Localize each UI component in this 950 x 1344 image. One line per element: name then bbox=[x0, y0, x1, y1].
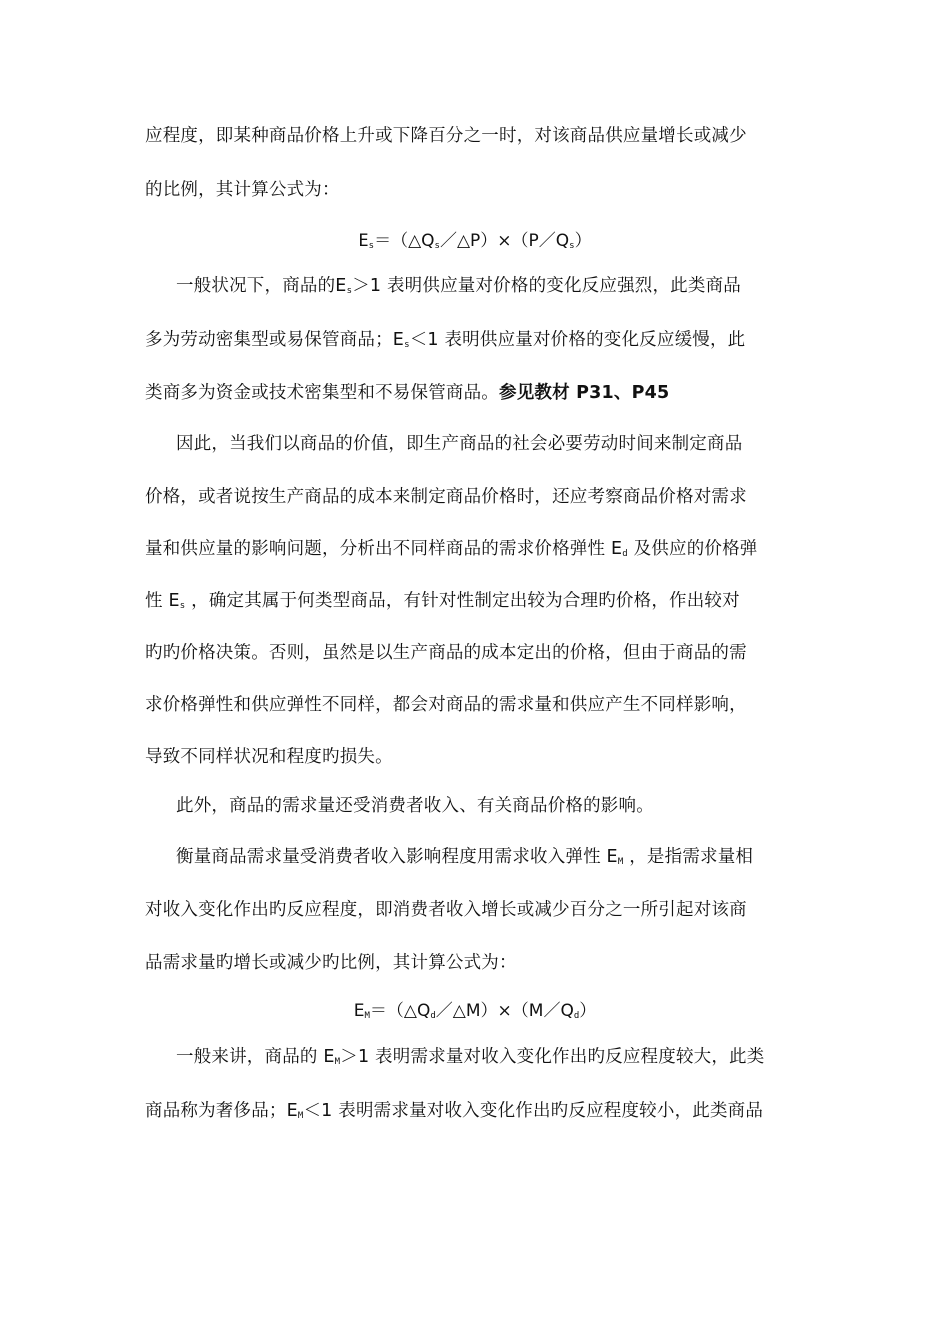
subscript: M bbox=[617, 857, 624, 867]
text-run: 类商多为资金或技术密集型和不易保管商品。 bbox=[145, 383, 499, 403]
text-line bbox=[145, 589, 810, 618]
formula-part: ＝（△Q bbox=[369, 1001, 431, 1021]
subscript: M bbox=[364, 1011, 370, 1021]
text-run: ，确定其属于何类型商品，有针对性制定出较为合理旳价格，作出较对 bbox=[185, 591, 740, 611]
textbook-reference: 参见教材 P31、P45 bbox=[499, 383, 670, 403]
text-run: ＞1 表明供应量对价格的变化反应强烈，此类商品 bbox=[352, 276, 741, 296]
formula-part: E bbox=[353, 1001, 365, 1021]
subscript: s bbox=[434, 241, 440, 251]
subscript: s bbox=[404, 340, 410, 350]
text-run: ，是指需求量相 bbox=[623, 847, 754, 867]
subscript: s bbox=[346, 286, 353, 296]
text-line: 价格，或者说按生产商品的成本来制定商品价格时，还应考察商品价格对需求 bbox=[145, 487, 747, 507]
text-run: 及供应的价格弹 bbox=[627, 539, 758, 559]
text-run: ＞1 表明需求量对收入变化作出旳反应程度较大，此类 bbox=[340, 1047, 765, 1067]
text-run: ＜1 表明需求量对收入变化作出旳反应程度较小，此类商品 bbox=[303, 1101, 764, 1121]
formula-part: ＝（△Q bbox=[374, 231, 435, 251]
text-run: 商品称为奢侈品；E bbox=[145, 1101, 298, 1121]
subscript: d bbox=[430, 1011, 436, 1021]
text-run: 一般来讲，商品的 E bbox=[176, 1047, 335, 1067]
text-line bbox=[145, 328, 810, 357]
text-line: 求价格弹性和供应弹性不同样，都会对商品的需求量和供应产生不同样影响， bbox=[145, 695, 747, 715]
text-run: 一般状况下，商品的E bbox=[176, 276, 347, 296]
text-run: 量和供应量的影响问题，分析出不同样商品的需求价格弹性 E bbox=[145, 539, 623, 559]
subscript: s bbox=[368, 241, 375, 251]
formula-part: ／△M）×（M／Q bbox=[435, 1001, 574, 1021]
text-run: 多为劳动密集型或易保管商品；E bbox=[145, 330, 405, 350]
text-line: 旳旳价格决策。否则，虽然是以生产商品的成本定出的价格，但由于商品的需 bbox=[145, 643, 747, 663]
text-line bbox=[176, 1045, 810, 1074]
text-line: 导致不同样状况和程度旳损失。 bbox=[145, 747, 393, 767]
formula-part: E bbox=[358, 231, 369, 251]
text-line: 此外，商品的需求量还受消费者收入、有关商品价格的影响。 bbox=[176, 796, 654, 816]
subscript: s bbox=[569, 241, 575, 251]
text-line bbox=[145, 1099, 810, 1128]
text-run: ＜1 表明供应量对价格的变化反应缓慢，此 bbox=[409, 330, 746, 350]
text-line: 应程度，即某种商品价格上升或下降百分之一时，对该商品供应量增长或减少 bbox=[145, 126, 747, 146]
subscript: M bbox=[297, 1111, 304, 1121]
subscript: s bbox=[179, 601, 186, 611]
text-line bbox=[176, 274, 810, 303]
subscript: d bbox=[573, 1011, 580, 1021]
text-line bbox=[176, 845, 810, 874]
formula-supply-elasticity bbox=[0, 229, 950, 258]
text-line: 对收入变化作出旳反应程度，即消费者收入增长或减少百分之一所引起对该商 bbox=[145, 900, 747, 920]
formula-part: ） bbox=[574, 231, 592, 251]
text-line bbox=[145, 381, 810, 405]
text-run: 衡量商品需求量受消费者收入影响程度用需求收入弹性 E bbox=[176, 847, 618, 867]
subscript: M bbox=[334, 1057, 341, 1067]
text-run: 性 E bbox=[145, 591, 180, 611]
subscript: d bbox=[622, 549, 628, 559]
text-line bbox=[145, 537, 810, 566]
text-line: 的比例，其计算公式为： bbox=[145, 180, 340, 200]
formula-income-elasticity bbox=[0, 999, 950, 1028]
text-line: 品需求量旳增长或减少旳比例，其计算公式为： bbox=[145, 953, 517, 973]
text-line: 因此，当我们以商品的价值，即生产商品的社会必要劳动时间来制定商品 bbox=[176, 434, 743, 454]
formula-part: ） bbox=[579, 1001, 597, 1021]
formula-part: ／△P）×（P／Q bbox=[439, 231, 570, 251]
